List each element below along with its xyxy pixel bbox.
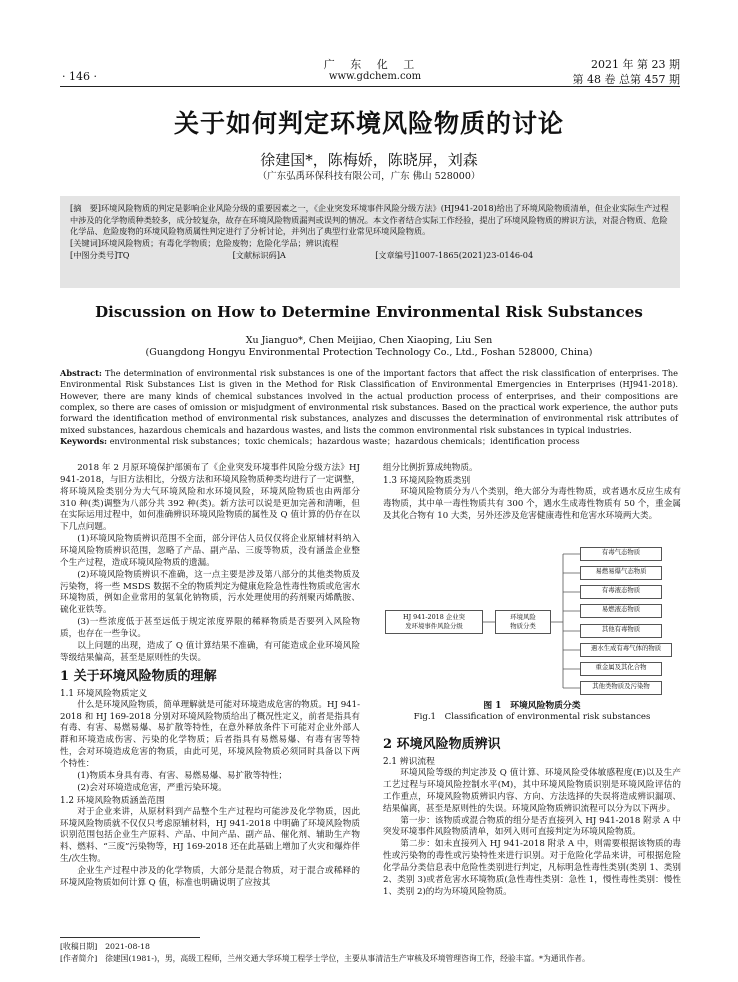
paragraph: 第二步：如未直接列入 HJ 941-2018 附录 A 中，则需要根据该物质的毒性或污染物的毒性或污染特性来进行识别。对于危险化学品来讲，可根据危险化学品分类信息表中危险性类别进行判定，凡标明急性毒性类别(类别 1、类别 2、类别 3)或者危害水环境物质(急性毒性类别：急性 1，慢性毒性类别：慢性 1、类别 2)的均为环境风险物质。 xyxy=(383,839,681,897)
category-node: 有毒气态物质 xyxy=(580,547,662,561)
abstract-cn-box xyxy=(60,196,680,288)
keywords-cn: [关键词]环境风险物质；有毒化学物质；危险废物；危险化学品；辨识流程 xyxy=(70,237,339,248)
figure-1-diagram xyxy=(383,545,681,700)
figure-caption-en: Fig.1 Classification of environmental risk substances xyxy=(413,712,651,722)
paragraph: 企业生产过程中涉及的化学物质，大部分是混合物质，对于混合或稀释的环境风险物质如何计算 Q 值，标准也明确说明了应按其 xyxy=(60,865,360,888)
paragraph: (1)环境风险物质辨识范围不全面，部分评估人员仅仅将企业原辅材料纳入环境风险物质辨识范围，忽略了产品、副产品、三废等物质，没有涵盖企业整个生产过程，造成环境风险物质的遗漏。 xyxy=(60,534,360,568)
paragraph: 第一步：该物质或混合物质的组分是否直接列入 HJ 941-2018 附录 A 中突发环境事件风险物质清单，如列入则可直接判定为环境风险物质。 xyxy=(383,815,681,838)
paragraph: (2)环境风险物质辨识不准确，这一点主要是涉及第八部分的其他类物质及污染物，将一些 MSDS 数据不全的物质判定为健康危险急性毒性物质或危害水环境物质，例如企业常用的氢氧化钠物质，污水处理使用的药剂聚丙烯酰胺、硫化亚铁等。 xyxy=(60,569,360,616)
category-node: 遇水生成有毒气体的物质 xyxy=(580,643,672,657)
section-heading-1: 1 关于环境风险物质的理解 xyxy=(60,668,217,684)
abstract-en-label: Abstract: xyxy=(60,368,102,378)
author-bio: [作者简介] 徐建国(1981-)，男，高级工程师，兰州交通大学环境工程学士学位，主要从事清洁生产审核及环境管理咨询工作，经验丰富。*为通讯作者。 xyxy=(60,953,590,963)
clc-number: [中图分类号]TQ xyxy=(70,249,130,260)
paragraph: (3)一些浓度低于甚至远低于规定浓度界限的稀释物质是否要列入风险物质，也存在一些争议。 xyxy=(60,617,360,640)
subsection-heading: 1.1 环境风险物质定义 xyxy=(60,688,148,699)
article-number: [文章编号]1007-1865(2021)23-0146-04 xyxy=(375,249,534,260)
abstract-en xyxy=(60,368,678,447)
figure-caption-cn: 图 1 环境风险物质分类 xyxy=(483,701,581,711)
paragraph: 环境风险等级的判定涉及 Q 值计算、环境风险受体敏感程度(E)以及生产工艺过程与环境风险控制水平(M)，其中环境风险物质识别是环境风险评估的工作重点，环境风险物质辨识内容、方向、方法选择的失误将造成辨识漏项、结果偏离，甚至是原则性的失误。环境风险物质辨识流程可以分为以下两步。 xyxy=(383,768,681,814)
affiliation-en: (Guangdong Hongyu Environmental Protection Technology Co., Ltd., Foshan 528000, China) xyxy=(145,347,593,358)
received-date: [收稿日期] 2021-08-18 xyxy=(60,942,151,951)
page-title-cn: 关于如何判定环境风险物质的讨论 xyxy=(173,109,564,138)
volume-info: 第 48 卷 总第 457 期 xyxy=(572,73,680,86)
authors-cn: 徐建国*，陈梅娇，陈晓屏，刘森 xyxy=(260,151,478,169)
footnotes xyxy=(60,941,682,964)
keywords-en: environmental risk substances；toxic chemicals；hazardous waste；hazardous chemicals；identification process xyxy=(107,435,580,446)
paragraph: 组分比例折算成纯物质。 xyxy=(383,463,478,473)
classification-row xyxy=(70,250,670,262)
category-node: 易燃易爆气态物质 xyxy=(580,566,662,580)
source-node-line1: HJ 941-2018 企业突 xyxy=(403,613,465,621)
center-node-line2: 物质分类 xyxy=(510,621,536,630)
source-node-line2: 发环境事件风险分级 xyxy=(405,621,463,630)
footnote-divider xyxy=(60,937,200,938)
paragraph: 什么是环境风险物质，简单理解就是可能对环境造成危害的物质。HJ 941-2018 和 HJ 169-2018 分别对环境风险物质给出了概况性定义，前者是指具有有毒、有害、易燃易爆、易扩散等特性，在意外释放条件下可能对企业外部人群和环境造成伤害、污染的化学物质；后者指具有易燃易爆、有毒有害等特性，会对环境造成危害的物质，由此可见，环境风险物质必须同时具备以下两个特性： xyxy=(60,699,360,769)
issue-info: 2021 年 第 23 期 xyxy=(591,58,680,71)
category-node: 有毒液态物质 xyxy=(580,585,662,599)
journal-name: 广 东 化 工 xyxy=(323,58,421,71)
category-node: 易燃液态物质 xyxy=(580,604,662,618)
subsection-heading: 1.3 环境风险物质类别 xyxy=(383,475,471,486)
category-node: 其他类物质及污染物 xyxy=(580,681,662,695)
left-column xyxy=(60,463,360,890)
paragraph: 以上问题的出现，造成了 Q 值计算结果不准确，有可能造成企业环境风险等级结果偏高，甚至是原则性的失误。 xyxy=(60,640,360,663)
abstract-cn-text: [摘 要]环境风险物质的判定是影响企业风险分级的重要因素之一，《企业突发环境事件风险分级方法》(HJ941-2018)给出了环境风险物质清单，但企业实际生产过程中涉及的化学物质种类较多，成分较复杂，故存在环境风险物质漏判或误判的情况。本文作者结合实际工作经验，提出了环境风险物质的辨识方法，对混合物质、危险化学品、危险废物的环境风险物质属性判定进行了分析讨论，并列出了典型行业常见环境风险物质。 xyxy=(70,203,669,237)
authors-en: Xu Jianguo*, Chen Meijiao, Chen Xiaoping, Liu Sen xyxy=(245,335,493,346)
subsection-heading: 2.1 辨识流程 xyxy=(383,756,435,767)
source-standard-node xyxy=(385,610,483,634)
affiliation-cn: （广东弘禹环保科技有限公司，广东 佛山 528000） xyxy=(257,171,481,182)
header-divider xyxy=(60,86,680,87)
document-code: [文献标识码]A xyxy=(232,249,286,260)
center-node-line1: 环境风险 xyxy=(510,613,536,621)
classification-node xyxy=(495,610,551,634)
page-number: · 146 · xyxy=(62,70,97,83)
abstract-en-text: The determination of environmental risk substances is one of the important factors that affect the risk classification of enterprises. The Environmental Risk Substances List is given in the Method for Risk Classification of Environmental Emergencies in Enterprises (HJ941-2018). However, there are many kinds of chemical substances involved in the actual production process of enterprises, and their compositions are complex, so there are cases of omission or misjudgment of environmental risk substances. Based on the practical work experience, the author puts forward the identification method of environmental risk substances, analyzes and discusses the determination of environmental risk attributes of mixed substances, hazardous chemicals and hazardous wastes, and lists the common environmental risk substances in typical industries. xyxy=(60,368,678,435)
journal-url[interactable]: www.gdchem.com xyxy=(328,71,422,82)
paragraph: (2)会对环境造成危害，严重污染环境。 xyxy=(77,782,227,793)
right-column-top xyxy=(383,463,681,523)
category-node: 其他有毒物质 xyxy=(580,624,662,638)
page-title-en: Discussion on How to Determine Environmental Risk Substances xyxy=(95,303,643,321)
right-column-bottom xyxy=(383,733,681,899)
subsection-heading: 1.2 环境风险物质涵盖范围 xyxy=(60,795,165,806)
paragraph: 对于企业来讲，从原材料到产品整个生产过程均可能涉及化学物质，因此环境风险物质就不仅仅只考虑原辅材料，HJ 941-2018 中明确了环境风险物质识别范围包括企业生产原料、产品、中间产品、副产品、催化剂、辅助生产物料、燃料、“三废”污染物等，HJ 169-2018 还在此基础上增加了火灾和爆炸伴生/次生物。 xyxy=(60,806,360,865)
paragraph: 环境风险物质分为八个类别，绝大部分为毒性物质，或者遇水反应生成有毒物质，其中单一毒性物质共有 300 个，遇水生成毒性物质有 50 个，重金属及其化合物有 10 大类，另外还涉及危害健康毒性和危害水环境两大类。 xyxy=(383,486,681,521)
category-node: 重金属及其化合物 xyxy=(580,662,662,676)
paragraph: 2018 年 2 月原环境保护部颁布了《企业突发环境事件风险分级方法》HJ 941-2018，与旧方法相比，分级方法和环境风险物质种类均进行了一定调整，将环境风险类别分为大气环境风险和水环境风险，环境风险物质也由两部分 310 种(类)调整为八部分共 392 种(类)。新方法可以说是更加完善和清晰，但在实际运用过程中，如何准确辨识环境风险物质的属性及 Q 值计算的仍存在以下几点问题。 xyxy=(60,463,360,533)
paragraph: (1)物质本身具有毒、有害、易燃易爆、易扩散等特性； xyxy=(77,770,288,781)
section-heading-2: 2 环境风险物质辨识 xyxy=(383,737,501,752)
keywords-en-label: Keywords: xyxy=(60,435,108,446)
